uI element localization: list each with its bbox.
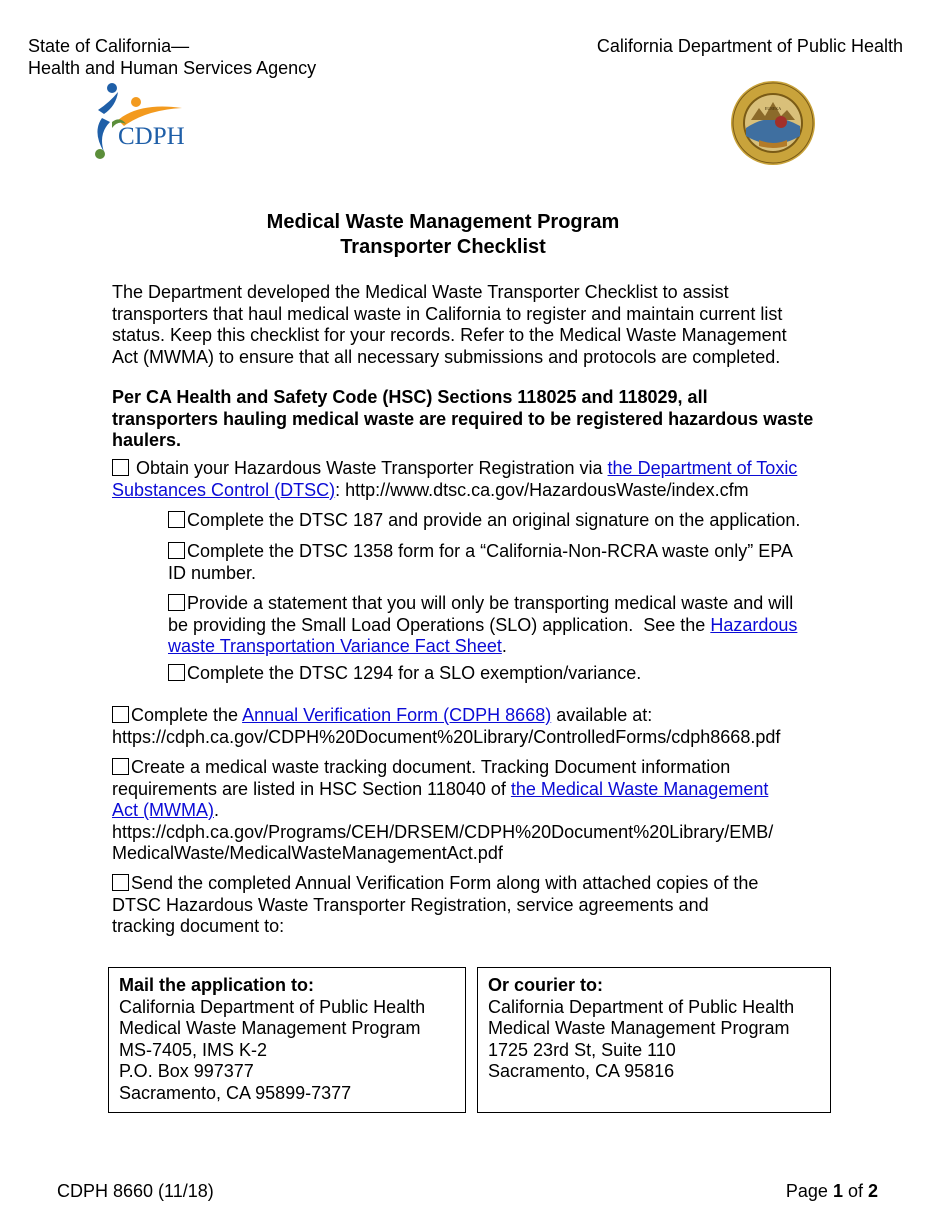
checklist-item-annual-verification (112, 705, 780, 748)
courier-address-box (477, 967, 831, 1113)
item-text: tracking document to: (112, 916, 285, 936)
variance-fact-sheet-link-cont[interactable]: waste Transportation Variance Fact Sheet (168, 636, 502, 656)
mail-address-box (108, 967, 466, 1113)
item-text: Complete the DTSC 1294 for a SLO exemption/variance. (187, 663, 642, 683)
item-text: Provide a statement that you will only be transporting medical waste and will (187, 593, 794, 613)
dtsc-link-cont[interactable]: Substances Control (DTSC) (112, 479, 336, 500)
mwma-link[interactable]: the Medical Waste Management (510, 778, 769, 799)
variance-fact-sheet-link[interactable]: Hazardous (710, 614, 798, 635)
checkbox[interactable] (168, 542, 185, 559)
checklist-subitem-dtsc-1358 (168, 541, 793, 584)
notice-line: Per CA Health and Safety Code (HSC) Sections 118025 and 118029, all (112, 387, 708, 407)
address-line: California Department of Public Health (488, 996, 795, 1017)
item-text: requirements are listed in HSC Section 118040 of (112, 778, 511, 799)
checkbox[interactable] (168, 511, 185, 528)
item-text: available at: (551, 705, 653, 725)
form-id: CDPH 8660 (11/18) (57, 1181, 214, 1201)
intro-line: status. Keep this checklist for your records. Refer to the Medical Waste Management (112, 325, 787, 345)
cdph-8668-url: https://cdph.ca.gov/CDPH%20Document%20Library/ControlledForms/cdph8668.pdf (112, 726, 781, 747)
address-line: Medical Waste Management Program (488, 1018, 790, 1038)
mail-heading: Mail the application to: (119, 975, 315, 995)
hsc-notice (112, 387, 813, 452)
page-of: of (842, 1181, 868, 1201)
title-line-1: Medical Waste Management Program (266, 211, 620, 233)
courier-heading: Or courier to: (488, 975, 604, 995)
checkbox[interactable] (112, 459, 129, 476)
page-title (0, 210, 886, 260)
california-seal (729, 80, 817, 166)
item-text: Complete the DTSC 1358 form for a “California-Non-RCRA waste only” EPA (187, 541, 793, 561)
logo-text: CDPH (118, 123, 185, 150)
item-text: Send the completed Annual Verification Form along with attached copies of the (131, 873, 759, 893)
item-text: be providing the Small Load Operations (SLO) application. See the (168, 614, 711, 635)
address-line: Sacramento, CA 95899-7377 (119, 1082, 352, 1103)
item-text: Create a medical waste tracking document. Tracking Document information (131, 757, 731, 777)
item-text: Obtain your Hazardous Waste Transporter Registration via (131, 458, 608, 478)
agency-header (28, 36, 316, 79)
checkbox[interactable] (112, 706, 129, 723)
intro-line: transporters that haul medical waste in California to register and maintain current list (112, 303, 783, 324)
item-text: DTSC Hazardous Waste Transporter Registration, service agreements and (112, 894, 709, 915)
page-number (786, 1181, 878, 1203)
address-line: Medical Waste Management Program (119, 1018, 421, 1038)
checkbox[interactable] (168, 664, 185, 681)
intro-line: The Department developed the Medical Waste Transporter Checklist to assist (112, 282, 729, 302)
checkbox[interactable] (112, 758, 129, 775)
notice-line: transporters hauling medical waste are required to be registered hazardous waste (112, 408, 814, 429)
annual-verification-link[interactable]: Annual Verification Form (CDPH 8668) (242, 705, 552, 725)
checklist-item-tracking-document (112, 757, 773, 865)
page-current: 1 (832, 1181, 843, 1201)
checklist-item-send-forms (112, 873, 758, 938)
cdph-logo (90, 80, 210, 162)
department-label: California Department of Public Health (596, 36, 903, 56)
item-text: Complete the (131, 705, 243, 725)
mwma-url: MedicalWaste/MedicalWasteManagementAct.pdf (112, 843, 503, 863)
item-text: Complete the DTSC 187 and provide an original signature on the application. (187, 510, 801, 530)
checklist-subitem-dtsc-1294 (168, 663, 641, 685)
checklist-subitem-dtsc-187 (168, 510, 800, 532)
page-total: 2 (867, 1181, 878, 1201)
address-line: MS-7405, IMS K-2 (119, 1039, 268, 1060)
agency-label: Health and Human Services Agency (28, 57, 317, 78)
mwma-url: https://cdph.ca.gov/Programs/CEH/DRSEM/CDPH%20Document%20Library/EMB/ (112, 821, 774, 842)
notice-line: haulers. (112, 430, 182, 450)
address-line: Sacramento, CA 95816 (488, 1061, 675, 1081)
intro-line: Act (MWMA) to ensure that all necessary submissions and protocols are completed. (112, 346, 781, 367)
dtsc-link[interactable]: the Department of Toxic (607, 458, 798, 478)
address-line: 1725 23rd St, Suite 110 (488, 1039, 676, 1060)
state-label: State of California— (28, 36, 190, 56)
intro-paragraph (112, 282, 787, 368)
mwma-link-cont[interactable]: Act (MWMA) (112, 800, 214, 820)
title-line-2: Transporter Checklist (340, 236, 546, 258)
seal-motto: EUREKA (764, 106, 782, 111)
address-line: California Department of Public Health (119, 996, 426, 1017)
checklist-subitem-slo-statement (168, 593, 797, 658)
checklist-item-dtsc-registration (112, 458, 797, 501)
address-line: P.O. Box 997377 (119, 1061, 254, 1081)
item-text: . (501, 636, 507, 656)
checkbox[interactable] (112, 874, 129, 891)
item-text: ID number. (168, 562, 257, 583)
checkbox[interactable] (168, 594, 185, 611)
item-text: . (213, 800, 219, 820)
page-word: Page (785, 1181, 833, 1201)
dtsc-url: : http://www.dtsc.ca.gov/HazardousWaste/index.cfm (335, 479, 749, 500)
